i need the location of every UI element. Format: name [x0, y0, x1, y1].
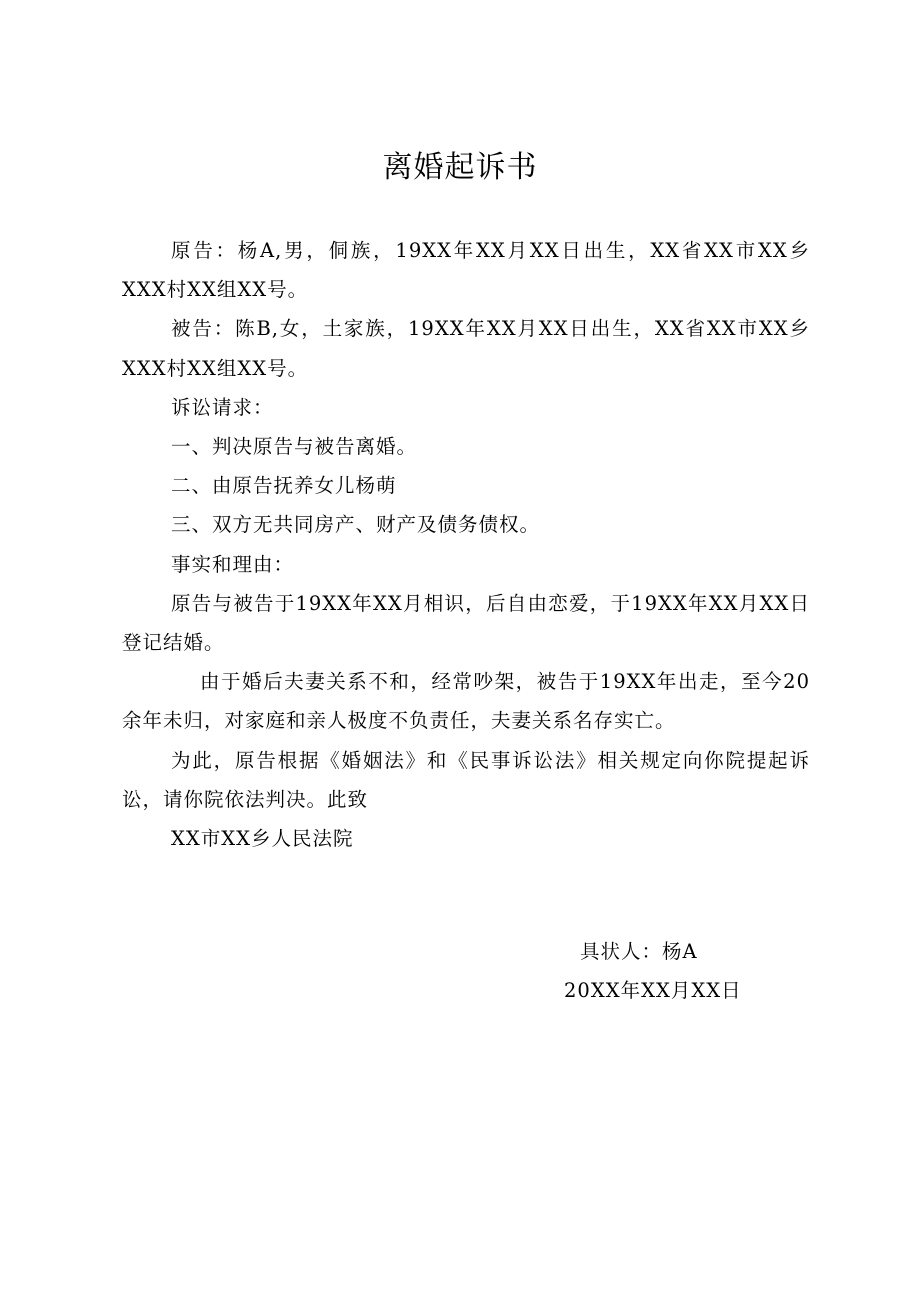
- document-body: [122, 231, 810, 858]
- court-name: XX市XX乡人民法院: [171, 827, 354, 851]
- date-line: 20XX年XX月XX日: [564, 979, 742, 1003]
- facts-heading: 事实和理由：: [171, 552, 295, 576]
- claim-item-1: 一、判决原告与被告离婚。: [171, 435, 418, 459]
- signer-line: 具状人：杨A: [580, 940, 698, 963]
- defendant-paragraph: 被告：陈B,女，土家族，19XX年XX月XX日出生，XX省XX市XX乡XXX村XX组XX号。: [122, 317, 810, 380]
- claims-heading: 诉讼请求：: [171, 395, 274, 419]
- claim-item-2: 二、由原告抚养女儿杨萌: [171, 474, 397, 498]
- document-title: 离婚起诉书: [382, 150, 538, 185]
- claim-item-3: 三、双方无共同房产、财产及债务债权。: [171, 513, 541, 537]
- facts-paragraph-2: 由于婚后夫妻关系不和，经常吵架，被告于19XX年出走，至今20余年未归，对家庭和亲人极度不负责任，夫妻关系名存实亡。: [122, 670, 810, 733]
- signature-block: [560, 932, 820, 1010]
- facts-paragraph-1: 原告与被告于19XX年XX月相识，后自由恋爱，于19XX年XX月XX日登记结婚。: [122, 591, 810, 655]
- plaintiff-paragraph: 原告：杨A,男，侗族，19XX年XX月XX日出生，XX省XX市XX乡XXX村XX组XX号。: [122, 239, 810, 302]
- conclusion-paragraph: 为此，原告根据《婚姻法》和《民事诉讼法》相关规定向你院提起诉讼，请你院依法判决。此致: [122, 748, 810, 811]
